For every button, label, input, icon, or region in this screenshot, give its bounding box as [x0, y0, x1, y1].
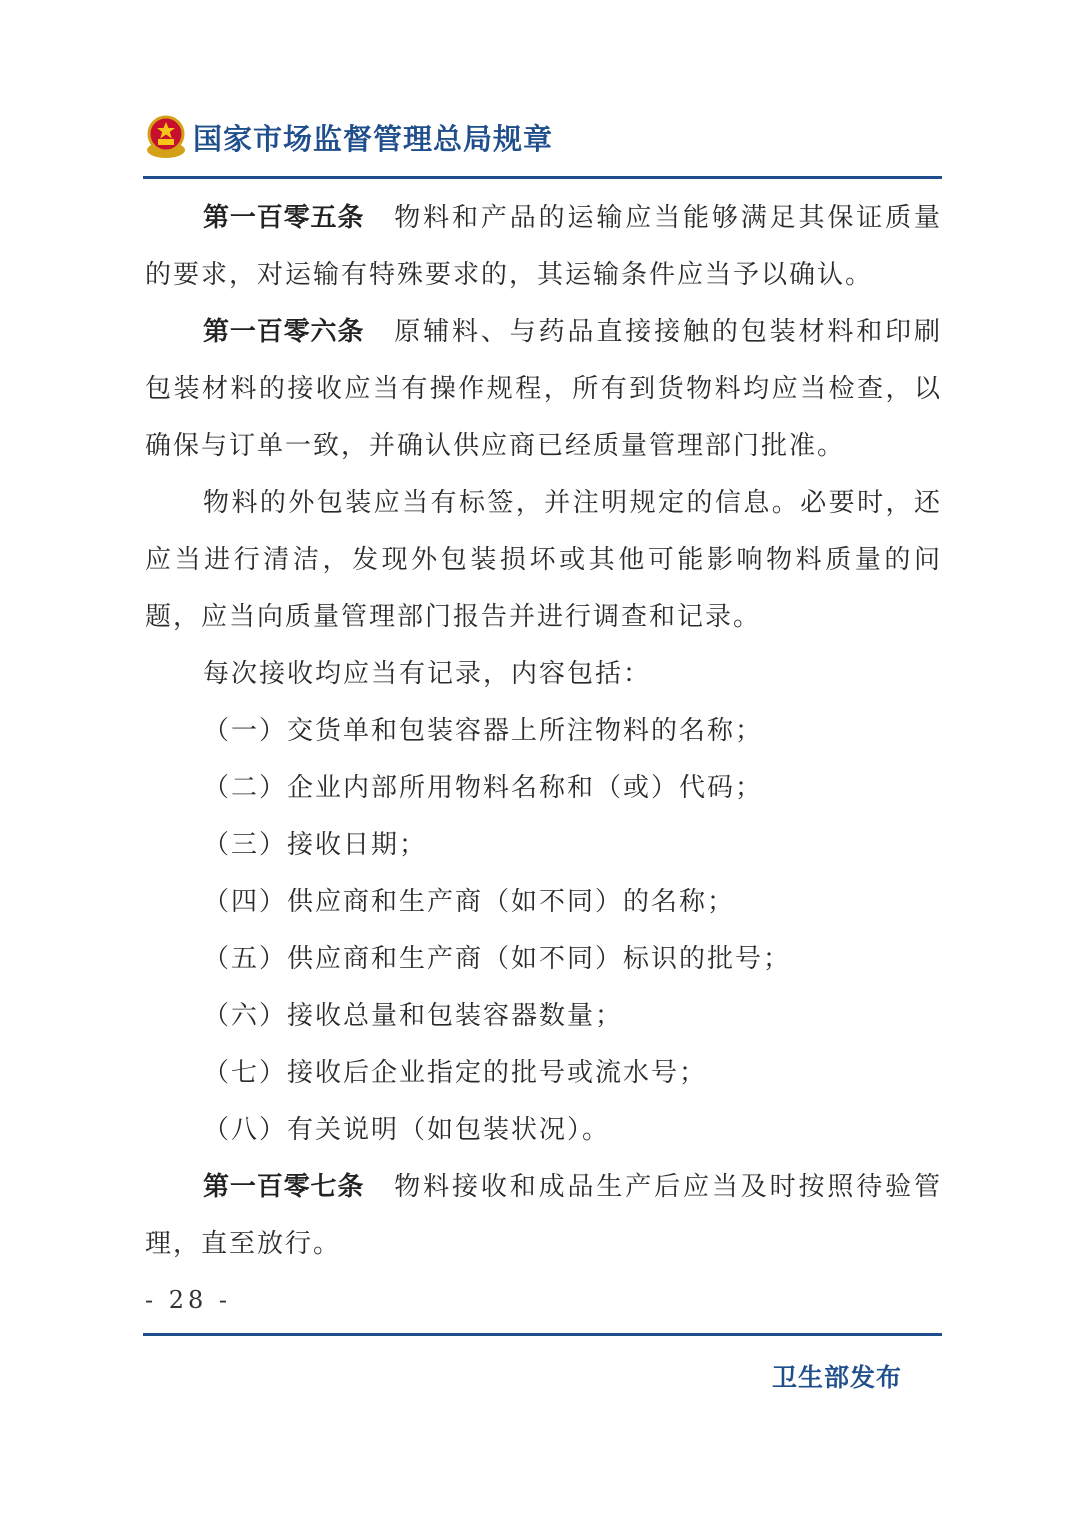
- paragraph-text: （一）交货单和包装容器上所注物料的名称；: [203, 716, 764, 746]
- paragraph-text: 每次接收均应当有记录，内容包括：: [203, 659, 652, 689]
- body-paragraph: [145, 988, 942, 1045]
- body-paragraph: [145, 760, 942, 817]
- publisher-label: 卫生部发布: [772, 1363, 903, 1392]
- page-header: [145, 112, 553, 162]
- body-paragraph: [145, 703, 942, 760]
- body-paragraph: [145, 646, 942, 703]
- document-body: [145, 190, 942, 1273]
- paragraph-text: （四）供应商和生产商（如不同）的名称；: [203, 887, 736, 917]
- body-paragraph: [145, 817, 942, 874]
- paragraph-text: 物料和产品的运输应当能够满足其保证质量的要求，对运输有特殊要求的，其运输条件应当予以确认。: [145, 203, 942, 290]
- body-paragraph: [145, 1102, 942, 1159]
- national-emblem-icon: [145, 114, 187, 160]
- paragraph-text: 物料接收和成品生产后应当及时按照待验管理，直至放行。: [145, 1172, 942, 1259]
- page-number: - 28 -: [145, 1286, 232, 1314]
- body-paragraph: [145, 874, 942, 931]
- body-paragraph: [145, 931, 942, 988]
- paragraph-text: （三）接收日期；: [203, 830, 428, 860]
- article-number: 第一百零六条: [203, 317, 365, 347]
- article-number: 第一百零七条: [203, 1172, 365, 1202]
- header-divider: [143, 176, 942, 179]
- article-paragraph: [145, 190, 942, 304]
- paragraph-text: （五）供应商和生产商（如不同）标识的批号；: [203, 944, 792, 974]
- article-paragraph: [145, 1159, 942, 1273]
- header-title: 国家市场监督管理总局规章: [193, 121, 554, 156]
- paragraph-text: 物料的外包装应当有标签，并注明规定的信息。必要时，还应当进行清洁，发现外包装损坏或其他可能影响物料质量的问题，应当向质量管理部门报告并进行调查和记录。: [145, 488, 942, 632]
- article-number: 第一百零五条: [203, 203, 365, 233]
- paragraph-text: （七）接收后企业指定的批号或流水号；: [203, 1058, 708, 1088]
- footer-divider: [143, 1333, 942, 1336]
- paragraph-text: 原辅料、与药品直接接触的包装材料和印刷包装材料的接收应当有操作规程，所有到货物料均应当检查，以确保与订单一致，并确认供应商已经质量管理部门批准。: [145, 317, 942, 461]
- body-paragraph: [145, 1045, 942, 1102]
- paragraph-text: （二）企业内部所用物料名称和（或）代码；: [203, 773, 764, 803]
- article-paragraph: [145, 304, 942, 475]
- paragraph-text: （八）有关说明（如包装状况）。: [203, 1115, 611, 1145]
- body-paragraph: [145, 475, 942, 646]
- paragraph-text: （六）接收总量和包装容器数量；: [203, 1001, 624, 1031]
